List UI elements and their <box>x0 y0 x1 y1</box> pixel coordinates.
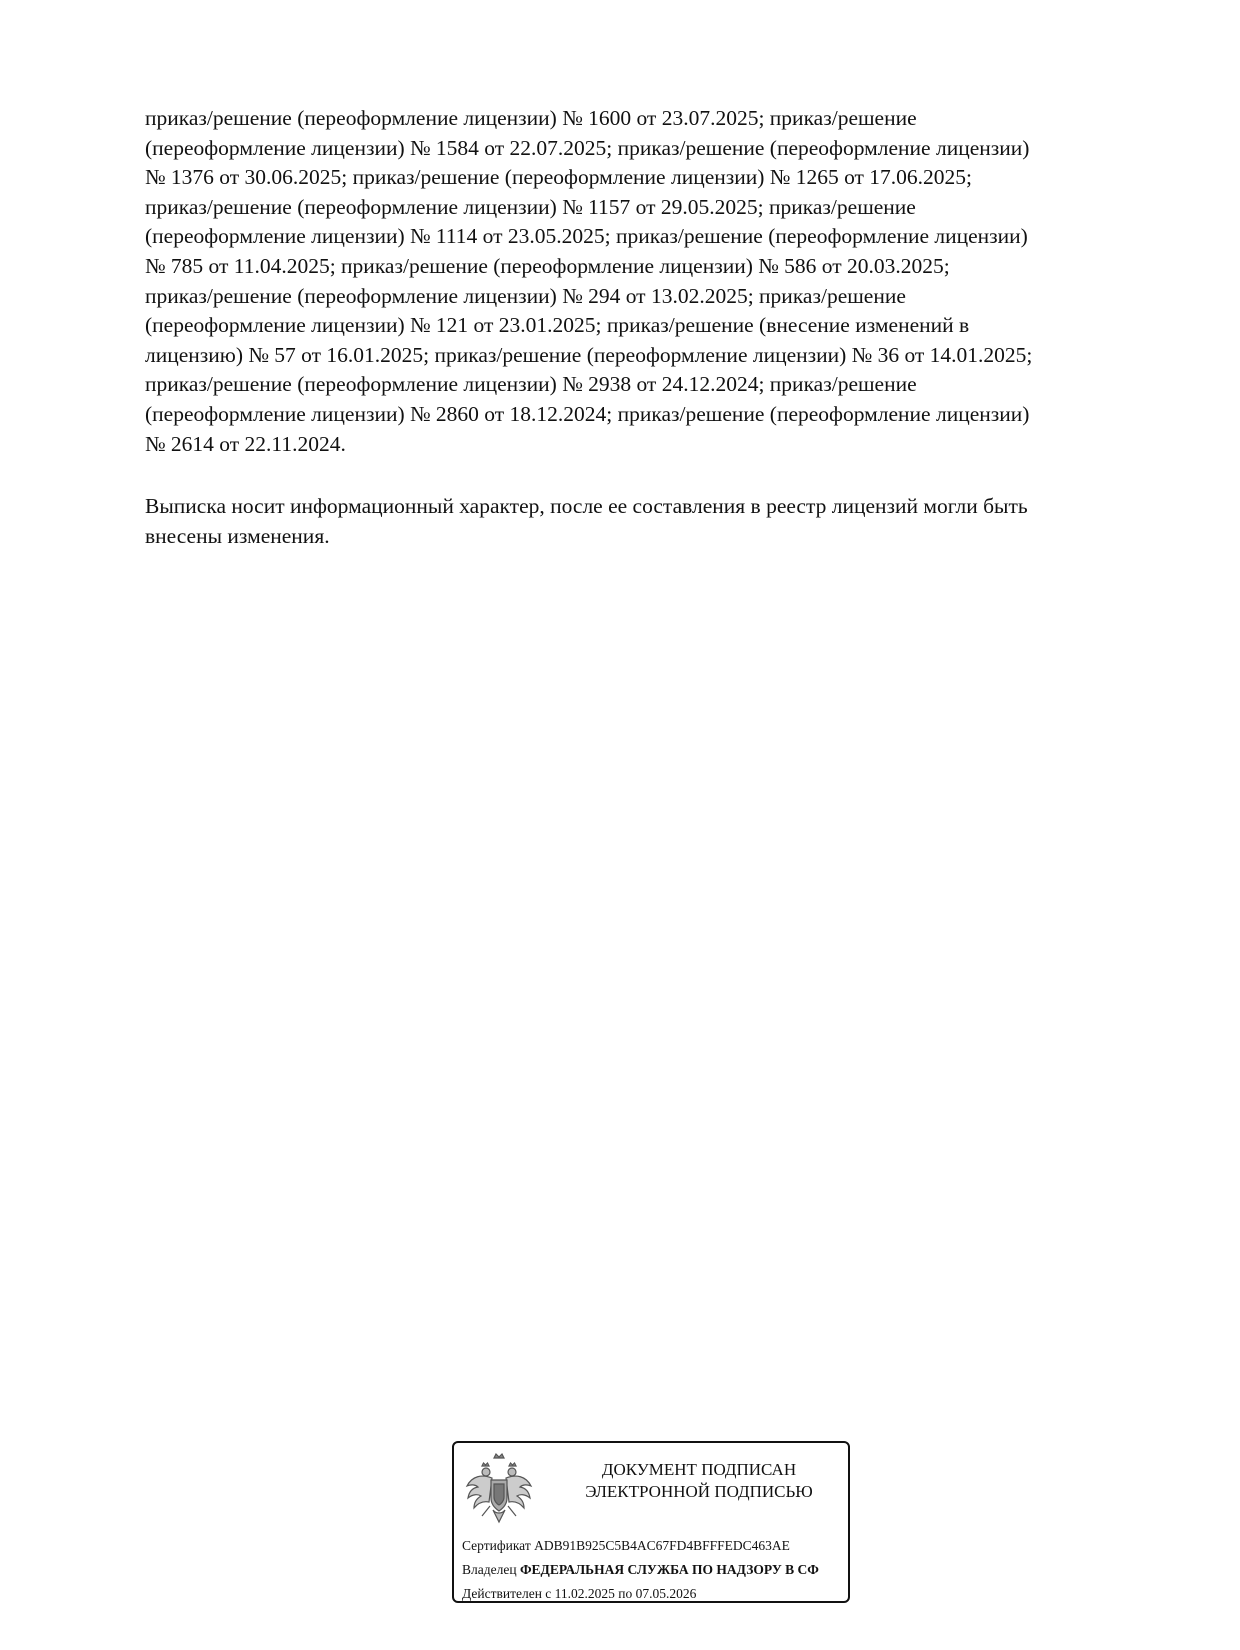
paragraph-line: приказ/решение (переоформление лицензии) № 2938 от 24.12.2024; приказ/решение <box>145 372 917 397</box>
double-headed-eagle-emblem-icon <box>464 1452 534 1528</box>
paragraph-line: лицензию) № 57 от 16.01.2025; приказ/решение (переоформление лицензии) № 36 от 14.01.2025; <box>145 342 1033 367</box>
owner-value: ФЕДЕРАЛЬНАЯ СЛУЖБА ПО НАДЗОРУ В СФ <box>519 1562 819 1577</box>
paragraph-line: (переоформление лицензии) № 1114 от 23.05.2025; приказ/решение (переоформление лицензии) <box>145 224 1028 249</box>
paragraph-line: (переоформление лицензии) № 121 от 23.01.2025; приказ/решение (внесение изменений в <box>145 313 970 338</box>
paragraph-line: приказ/решение (переоформление лицензии) № 1157 от 29.05.2025; приказ/решение <box>145 194 916 219</box>
license-orders-paragraph <box>145 104 1155 459</box>
certificate-value: ADB91B925C5B4AC67FD4BFFFEDC463AE <box>534 1538 790 1553</box>
stamp-title-line: ЭЛЕКТРОННОЙ ПОДПИСЬЮ <box>585 1482 813 1501</box>
electronic-signature-stamp <box>452 1441 850 1603</box>
note-line: Выписка носит информационный характер, после ее составления в реестр лицензий могли быть <box>145 494 1028 518</box>
informational-note <box>145 492 1155 551</box>
paragraph-line: приказ/решение (переоформление лицензии) № 294 от 13.02.2025; приказ/решение <box>145 283 906 308</box>
stamp-title <box>549 1459 849 1503</box>
validity-row: Действителен с 11.02.2025 по 07.05.2026 <box>462 1586 697 1601</box>
certificate-row <box>462 1537 790 1555</box>
paragraph-line: № 2614 от 22.11.2024. <box>145 431 346 456</box>
stamp-title-line: ДОКУМЕНТ ПОДПИСАН <box>601 1460 797 1479</box>
owner-label: Владелец <box>462 1562 517 1577</box>
paragraph-line: приказ/решение (переоформление лицензии) № 1600 от 23.07.2025; приказ/решение <box>145 106 917 130</box>
paragraph-line: № 1376 от 30.06.2025; приказ/решение (переоформление лицензии) № 1265 от 17.06.2025; <box>145 165 973 190</box>
paragraph-line: № 785 от 11.04.2025; приказ/решение (переоформление лицензии) № 586 от 20.03.2025; <box>145 253 950 278</box>
owner-row <box>462 1561 819 1579</box>
paragraph-line: (переоформление лицензии) № 2860 от 18.12.2024; приказ/решение (переоформление лицензии) <box>145 401 1030 426</box>
paragraph-line: (переоформление лицензии) № 1584 от 22.07.2025; приказ/решение (переоформление лицензии) <box>145 135 1030 160</box>
note-line: внесены изменения. <box>145 523 330 548</box>
certificate-label: Сертификат <box>462 1538 531 1553</box>
